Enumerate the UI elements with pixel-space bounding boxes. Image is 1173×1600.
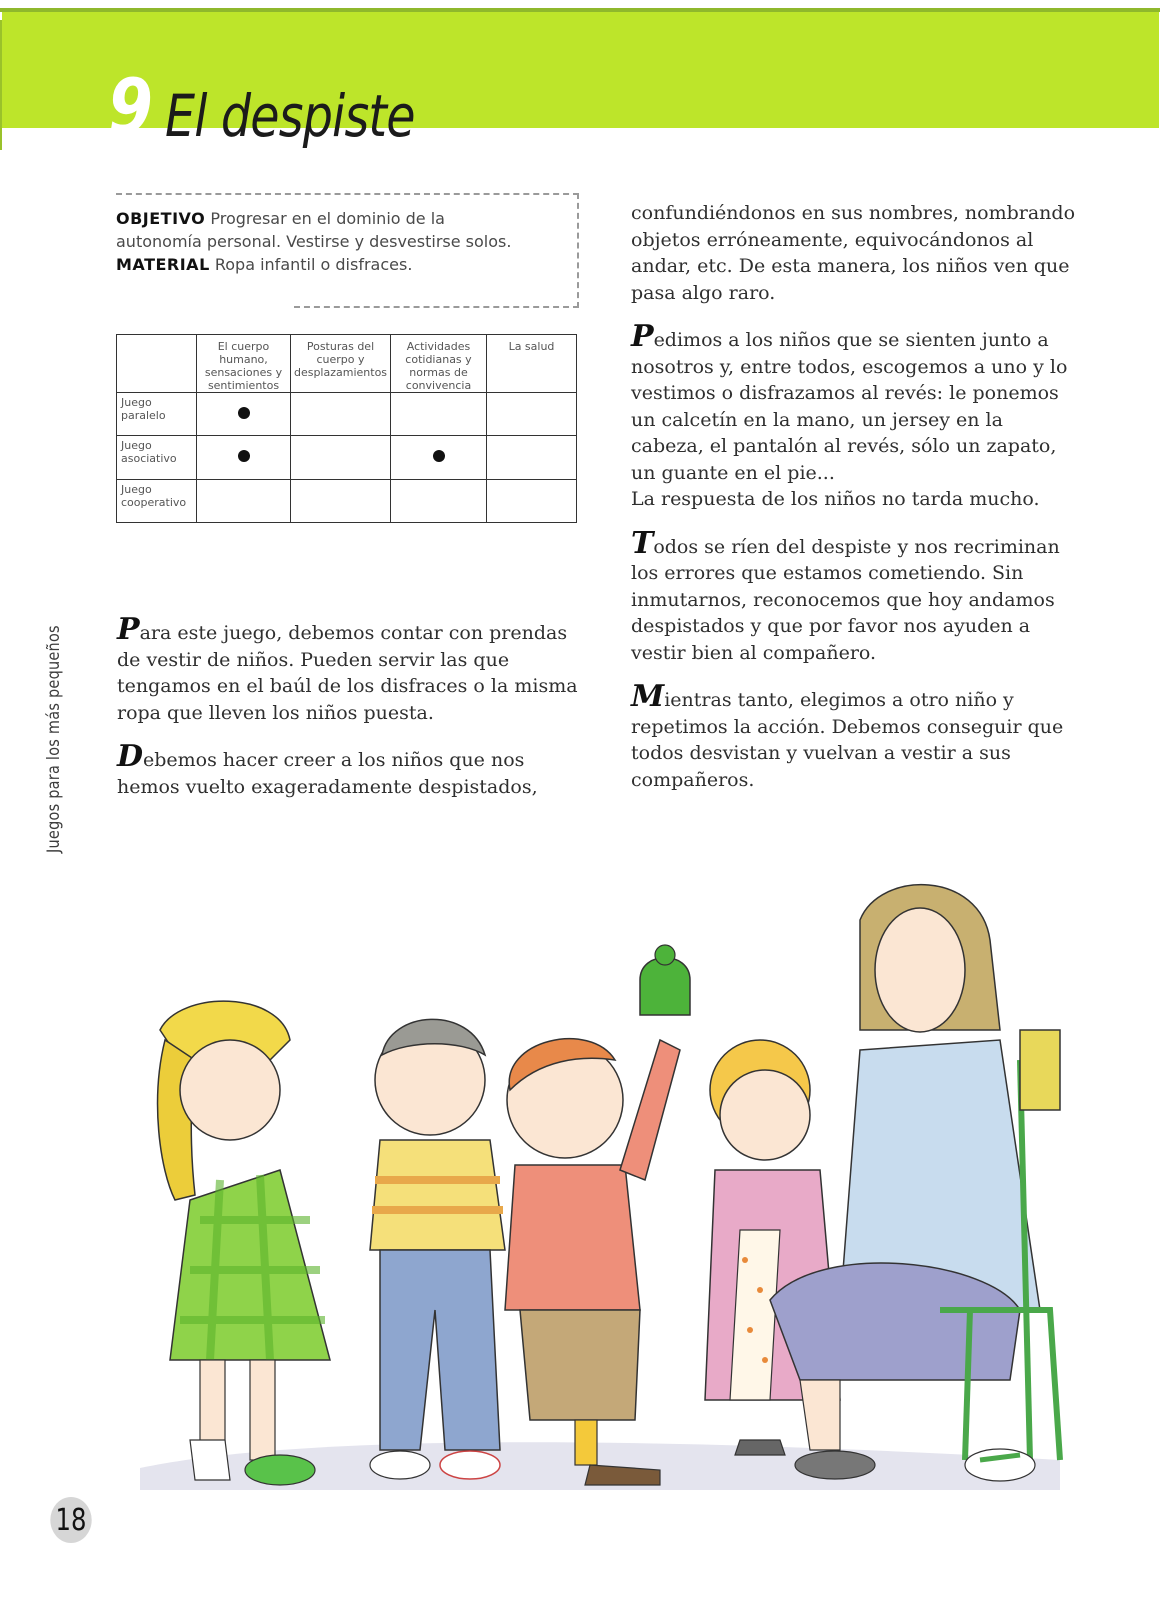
header-line: normas de (409, 366, 468, 379)
drop-cap: T (631, 525, 654, 561)
row-label-line: paralelo (121, 409, 166, 422)
boy-holding-hat-figure (505, 945, 690, 1485)
drop-cap: P (631, 319, 654, 354)
drop-cap: D (117, 739, 144, 774)
loose-shoe (965, 1449, 1035, 1481)
matrix-col-header (197, 335, 291, 393)
header-left-rule (0, 20, 2, 150)
paragraph-text: ara este juego, debemos contar con prendas de vestir de niños. Pueden servir las que tengamos en el baúl de los disfraces o la misma ropa que lleven los niños puesta. (117, 622, 578, 724)
row-label-line: Juego (121, 396, 152, 409)
body-paragraph (117, 739, 587, 800)
body-paragraph (631, 200, 1081, 306)
matrix-row (117, 480, 577, 523)
children-dressing-illustration (120, 840, 1080, 1490)
matrix-cell (487, 436, 577, 480)
header-line: El cuerpo (217, 340, 270, 353)
row-label-line: asociativo (121, 452, 177, 465)
body-paragraph (117, 612, 587, 726)
row-label-line: Juego (121, 483, 152, 496)
matrix-cell (197, 393, 291, 436)
matrix-row (117, 436, 577, 480)
matrix-header-row (117, 335, 577, 393)
material-line (116, 253, 577, 276)
objective-line-1 (116, 207, 577, 230)
header-line: convivencia (405, 379, 472, 392)
header-line: sensaciones y (204, 366, 283, 379)
matrix-cell (291, 480, 391, 523)
girl-with-hat-figure (158, 1001, 330, 1485)
material-text: Ropa infantil o disfraces. (214, 255, 413, 274)
drop-cap: P (117, 612, 140, 647)
boy-striped-sweater-figure (370, 1019, 505, 1479)
body-column-left (117, 612, 587, 818)
objective-text-1: Progresar en el dominio de la (210, 209, 445, 228)
paragraph-text: edimos a los niños que se sienten junto a nosotros y, entre todos, escogemos a uno y lo vestimos o disfrazamos al revés: le ponemos un calcetín en la mano, un jersey en la cabeza, el pantalón al revés, sólo un zapato, un guante en el pie... (631, 329, 1068, 484)
header-line: cuerpo y (316, 353, 365, 366)
chapter-number: 9 (108, 62, 152, 151)
matrix-cell (391, 393, 487, 436)
header-line: Posturas del (306, 340, 375, 353)
body-paragraph (631, 679, 1081, 793)
objective-box (116, 193, 579, 308)
matrix-corner-cell (117, 335, 197, 393)
drop-cap: M (631, 679, 665, 714)
header-line: desplazamientos (293, 366, 388, 379)
matrix-col-header (291, 335, 391, 393)
matrix-cell (291, 393, 391, 436)
objective-text-2: autonomía personal. Vestirse y desvestirse solos. (116, 232, 512, 251)
row-label-line: cooperativo (121, 496, 187, 509)
header-line: La salud (508, 340, 555, 353)
matrix-row-label (117, 393, 197, 436)
paragraph-text: ebemos hacer creer a los niños que nos hemos vuelto exageradamente despistados, (117, 749, 538, 798)
matrix-row-label (117, 480, 197, 523)
row-label-line: Juego (121, 439, 152, 452)
header-line: cotidianas y (405, 353, 472, 366)
body-column-right (631, 200, 1081, 793)
matrix-cell (197, 480, 291, 523)
book-section-label: Juegos para los más pequeños (44, 625, 64, 853)
matrix-row (117, 393, 577, 436)
chapter-title (108, 55, 469, 151)
objective-line-2 (116, 230, 577, 253)
paragraph-text-extra: La respuesta de los niños no tarda mucho. (631, 488, 1040, 510)
matrix-cell (197, 436, 291, 480)
matrix-row-label (117, 436, 197, 480)
chapter-title-text: El despiste (164, 82, 415, 150)
mark-dot-icon (238, 450, 250, 462)
matrix-cell (391, 436, 487, 480)
body-paragraph (631, 525, 1081, 667)
page-number-badge: 18 (50, 1497, 91, 1543)
paragraph-text: ientras tanto, elegimos a otro niño y repetimos la acción. Debemos conseguir que todos desvistan y vuelvan a vestir a sus compañeros. (631, 689, 1064, 791)
body-paragraph (631, 319, 1081, 513)
header-line: humano, (219, 353, 268, 366)
matrix-cell (291, 436, 391, 480)
material-label: MATERIAL (116, 255, 210, 274)
mark-dot-icon (238, 407, 250, 419)
header-line: sentimientos (207, 379, 280, 392)
matrix-cell (487, 393, 577, 436)
paragraph-text: odos se ríen del despiste y nos recriminan los errores que estamos cometiendo. Sin inmutarnos, reconocemos que hoy andamos despistados y que por favor nos ayuden a vestir bien al compañero. (631, 535, 1060, 664)
paragraph-text: confundiéndonos en sus nombres, nombrando objetos erróneamente, equivocándonos al andar, etc. De esta manera, los niños ven que pasa algo raro. (631, 202, 1076, 304)
objective-label: OBJETIVO (116, 209, 206, 228)
mark-dot-icon (433, 450, 445, 462)
objective-box-bottom-border (294, 306, 579, 308)
matrix-cell (487, 480, 577, 523)
matrix-cell (391, 480, 487, 523)
matrix-col-header (391, 335, 487, 393)
matrix-col-header (487, 335, 577, 393)
header-line: Actividades (406, 340, 471, 353)
curriculum-matrix (116, 334, 577, 523)
